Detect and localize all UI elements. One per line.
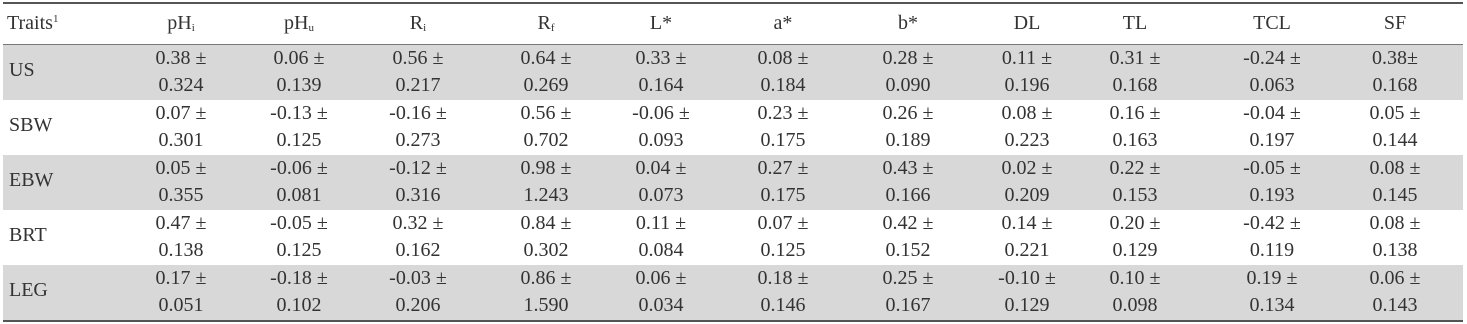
header-phi: $pH_i$ xyxy=(167,12,195,34)
cell-dl-se: 0.196 xyxy=(1004,74,1050,96)
cell-tcl-mean: -0.04 ± xyxy=(1243,102,1301,124)
cell-phi-mean: 0.07 ± xyxy=(155,102,207,124)
cell-a-se: 0.175 xyxy=(760,129,806,151)
cell-sf-se: 0.138 xyxy=(1372,239,1418,261)
cell-sf-se: 0.168 xyxy=(1372,74,1418,96)
cell-tcl-se: 0.119 xyxy=(1249,239,1295,261)
cell-l-mean: 0.11 ± xyxy=(635,212,687,234)
cell-phu-se: 0.125 xyxy=(276,239,322,261)
header-tcl: TCL xyxy=(1253,12,1291,34)
cell-phi-se: 0.301 xyxy=(158,129,204,151)
cell-b-se: 0.166 xyxy=(885,184,931,206)
cell-tcl-mean: -0.05 ± xyxy=(1243,157,1301,179)
cell-rf-mean: 0.56 ± xyxy=(520,102,572,124)
cell-phu-se: 0.081 xyxy=(276,184,322,206)
cell-l-mean: 0.33 ± xyxy=(635,47,687,69)
cell-rf-mean: 0.86 ± xyxy=(520,267,572,289)
cell-ri-se: 0.273 xyxy=(395,129,441,151)
cell-phu-se: 0.102 xyxy=(276,294,322,316)
table-header xyxy=(3,4,1463,44)
cell-b-mean: 0.26 ± xyxy=(882,102,934,124)
cell-tl-mean: 0.22 ± xyxy=(1109,157,1161,179)
cell-phu-mean: -0.18 ± xyxy=(270,267,328,289)
cell-tcl-se: 0.063 xyxy=(1249,74,1295,96)
header-rf: $R_f$ xyxy=(537,12,555,34)
cell-ri-mean: 0.32 ± xyxy=(392,212,444,234)
cell-dl-mean: 0.14 ± xyxy=(1001,212,1053,234)
cell-sf-mean: 0.38± xyxy=(1372,47,1418,69)
header-phu: $pH_u$ xyxy=(284,12,314,34)
row-label: BRT xyxy=(9,224,47,246)
cell-phi-mean: 0.47 ± xyxy=(155,212,207,234)
cell-a-se: 0.125 xyxy=(760,239,806,261)
cell-a-mean: 0.08 ± xyxy=(757,47,809,69)
cell-tl-se: 0.129 xyxy=(1112,239,1158,261)
cell-b-se: 0.090 xyxy=(885,74,931,96)
cell-b-mean: 0.43 ± xyxy=(882,157,934,179)
cell-phu-mean: -0.06 ± xyxy=(270,157,328,179)
cell-sf-se: 0.145 xyxy=(1372,184,1418,206)
cell-dl-se: 0.129 xyxy=(1004,294,1050,316)
cell-tcl-mean: -0.24 ± xyxy=(1243,47,1301,69)
cell-b-se: 0.189 xyxy=(885,129,931,151)
cell-tl-se: 0.168 xyxy=(1112,74,1158,96)
cell-b-mean: 0.42 ± xyxy=(882,212,934,234)
cell-tl-se: 0.163 xyxy=(1112,129,1158,151)
cell-rf-mean: 0.98 ± xyxy=(520,157,572,179)
cell-dl-mean: 0.02 ± xyxy=(1001,157,1053,179)
cell-l-se: 0.164 xyxy=(638,74,684,96)
cell-sf-mean: 0.05 ± xyxy=(1369,102,1421,124)
cell-l-mean: 0.06 ± xyxy=(635,267,687,289)
cell-ri-se: 0.316 xyxy=(395,184,441,206)
cell-tl-mean: 0.16 ± xyxy=(1109,102,1161,124)
cell-ri-mean: -0.16 ± xyxy=(389,102,447,124)
cell-phi-mean: 0.05 ± xyxy=(155,157,207,179)
cell-a-mean: 0.23 ± xyxy=(757,102,809,124)
cell-rf-se: 1.590 xyxy=(523,294,569,316)
cell-b-mean: 0.25 ± xyxy=(882,267,934,289)
row-label: LEG xyxy=(9,279,48,301)
cell-ri-mean: -0.12 ± xyxy=(389,157,447,179)
header-sf: SF xyxy=(1383,12,1407,34)
cell-dl-mean: -0.10 ± xyxy=(998,267,1056,289)
cell-rf-mean: 0.64 ± xyxy=(520,47,572,69)
row-label: SBW xyxy=(9,114,53,136)
cell-tl-se: 0.153 xyxy=(1112,184,1158,206)
cell-tcl-se: 0.193 xyxy=(1249,184,1295,206)
cell-phu-se: 0.125 xyxy=(276,129,322,151)
cell-l-se: 0.034 xyxy=(638,294,684,316)
header-a: a* xyxy=(773,12,793,34)
cell-sf-se: 0.144 xyxy=(1372,129,1418,151)
cell-sf-mean: 0.08 ± xyxy=(1369,157,1421,179)
cell-dl-mean: 0.08 ± xyxy=(1001,102,1053,124)
header-traits: Traits$^1$ xyxy=(7,12,59,34)
cell-rf-mean: 0.84 ± xyxy=(520,212,572,234)
cell-phu-mean: -0.05 ± xyxy=(270,212,328,234)
cell-rf-se: 0.302 xyxy=(523,239,569,261)
table-bottom-rule xyxy=(3,320,1463,322)
cell-ri-mean: 0.56 ± xyxy=(392,47,444,69)
cell-ri-se: 0.206 xyxy=(395,294,441,316)
cell-sf-mean: 0.06 ± xyxy=(1369,267,1421,289)
cell-tcl-se: 0.197 xyxy=(1249,129,1295,151)
cell-b-mean: 0.28 ± xyxy=(882,47,934,69)
cell-ri-se: 0.217 xyxy=(395,74,441,96)
cell-tcl-mean: 0.19 ± xyxy=(1246,267,1298,289)
header-l: L* xyxy=(649,12,673,34)
cell-ri-mean: -0.03 ± xyxy=(389,267,447,289)
cell-phu-mean: -0.13 ± xyxy=(270,102,328,124)
table-row xyxy=(3,155,1463,210)
table-row xyxy=(3,45,1463,100)
cell-phi-se: 0.051 xyxy=(158,294,204,316)
cell-a-mean: 0.18 ± xyxy=(757,267,809,289)
cell-rf-se: 0.702 xyxy=(523,129,569,151)
header-b: b* xyxy=(898,12,918,34)
cell-phi-se: 0.324 xyxy=(158,74,204,96)
cell-a-se: 0.146 xyxy=(760,294,806,316)
cell-phi-se: 0.138 xyxy=(158,239,204,261)
cell-a-se: 0.184 xyxy=(760,74,806,96)
cell-tl-mean: 0.31 ± xyxy=(1109,47,1161,69)
cell-rf-se: 1.243 xyxy=(523,184,569,206)
header-tl: TL xyxy=(1122,12,1148,34)
cell-a-mean: 0.27 ± xyxy=(757,157,809,179)
cell-tcl-mean: -0.42 ± xyxy=(1243,212,1301,234)
cell-l-se: 0.093 xyxy=(638,129,684,151)
cell-rf-se: 0.269 xyxy=(523,74,569,96)
cell-phi-mean: 0.17 ± xyxy=(155,267,207,289)
table-row xyxy=(3,210,1463,265)
cell-sf-se: 0.143 xyxy=(1372,294,1418,316)
cell-l-mean: 0.04 ± xyxy=(635,157,687,179)
cell-ri-se: 0.162 xyxy=(395,239,441,261)
cell-b-se: 0.152 xyxy=(885,239,931,261)
cell-dl-mean: 0.11 ± xyxy=(1001,47,1053,69)
cell-tl-se: 0.098 xyxy=(1112,294,1158,316)
cell-dl-se: 0.209 xyxy=(1004,184,1050,206)
cell-phi-mean: 0.38 ± xyxy=(155,47,207,69)
cell-a-mean: 0.07 ± xyxy=(757,212,809,234)
header-dl: DL xyxy=(1013,12,1041,34)
table-row xyxy=(3,100,1463,155)
cell-tcl-se: 0.134 xyxy=(1249,294,1295,316)
cell-l-se: 0.073 xyxy=(638,184,684,206)
cell-phu-mean: 0.06 ± xyxy=(273,47,325,69)
cell-dl-se: 0.223 xyxy=(1004,129,1050,151)
table-row xyxy=(3,265,1463,320)
row-label: EBW xyxy=(9,169,54,191)
cell-a-se: 0.175 xyxy=(760,184,806,206)
cell-phu-se: 0.139 xyxy=(276,74,322,96)
cell-sf-mean: 0.08 ± xyxy=(1369,212,1421,234)
header-ri: $R_i$ xyxy=(409,12,427,34)
cell-dl-se: 0.221 xyxy=(1004,239,1050,261)
cell-l-se: 0.084 xyxy=(638,239,684,261)
cell-tl-mean: 0.10 ± xyxy=(1109,267,1161,289)
cell-l-mean: -0.06 ± xyxy=(632,102,690,124)
cell-phi-se: 0.355 xyxy=(158,184,204,206)
row-label: US xyxy=(9,59,35,81)
cell-b-se: 0.167 xyxy=(885,294,931,316)
cell-tl-mean: 0.20 ± xyxy=(1109,212,1161,234)
